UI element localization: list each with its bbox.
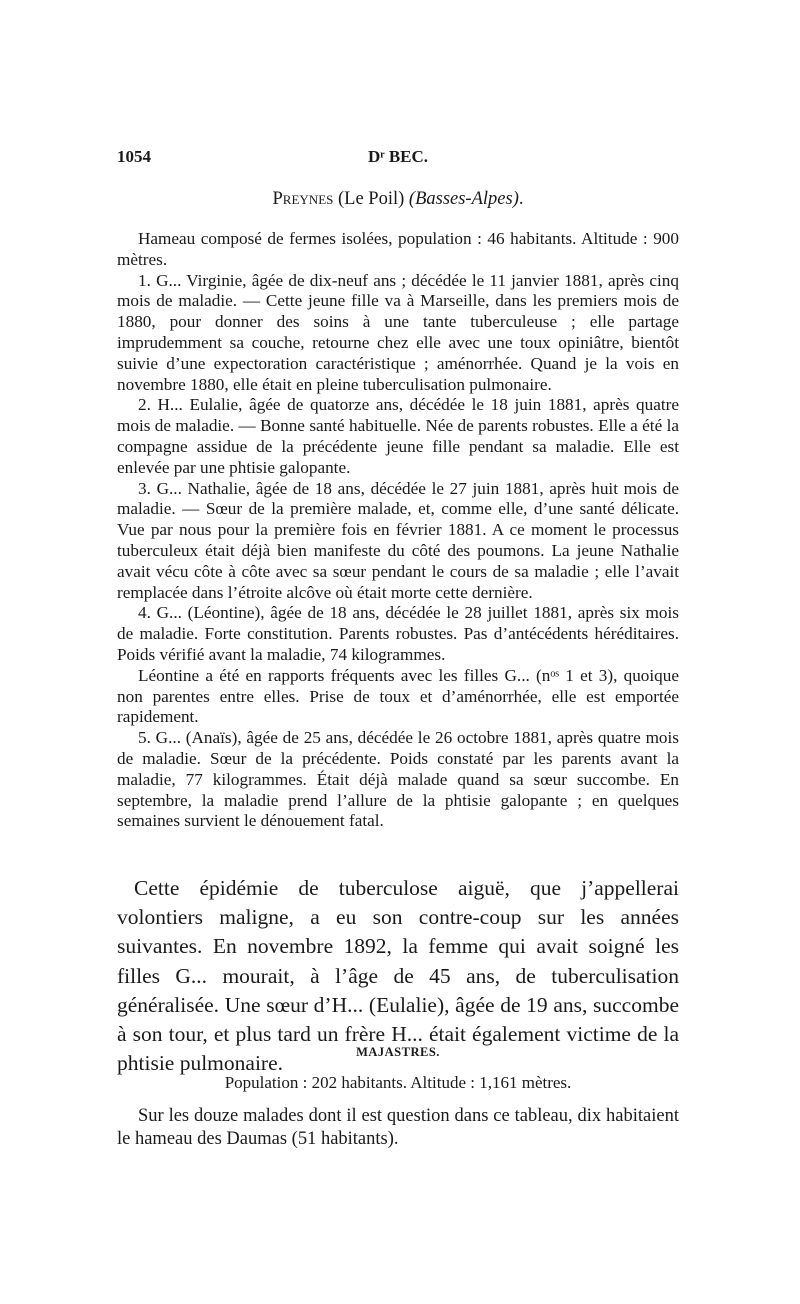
paragraph-note: Léontine a été en rapports fréquents avec les filles G... (nᵒˢ 1 et 3), quoique non parentes entre elles. Prise de toux et d’aménorrhée, elle est emportée rapidement. — [117, 665, 679, 727]
section-title-end: . — [518, 189, 524, 209]
page-number: 1054 — [117, 147, 151, 166]
section-title-place: (Le Poil) — [333, 189, 409, 209]
running-head — [117, 147, 679, 175]
population-line: Population : 202 habitants. Altitude : 1,161 mètres. — [224, 1073, 572, 1092]
section-title-name: Preynes — [272, 189, 334, 209]
section-title — [117, 189, 679, 210]
section-title-region: (Basses-Alpes) — [408, 189, 519, 209]
paragraph-case-4: 4. G... (Léontine), âgée de 18 ans, décédée le 28 juillet 1881, après six mois de maladie. Forte constitution. Parents robustes. Pas d’antécédents héréditaires. Poids vérifié avant la maladie, 74 kilogrammes. — [117, 603, 679, 664]
paragraph-case-1: 1. G... Virginie, âgée de dix-neuf ans ; décédée le 11 janvier 1881, après cinq mois de maladie. — Cette jeune fille va à Marseille, dans les premiers mois de 1880, pour donner des soins à une tante tuberculeuse ; elle partage imprudemment sa couche, retourne chez elle avec une toux opiniâtre, bientôt suivie d’une expectoration caractéristique ; aménorrhée. Quand je la vois en novembre 1880, elle était en pleine tuberculisation pulmonaire. — [117, 270, 679, 394]
paragraph-intro: Hameau composé de fermes isolées, population : 46 habitants. Altitude : 900 mètres. — [117, 229, 679, 269]
paragraph-case-3: 3. G... Nathalie, âgée de 18 ans, décédée le 27 juin 1881, après huit mois de maladie. — Sœur de la première malade, et, comme elle, d’une santé délicate. Vue par nous pour la première fois en février 1881. A ce moment le processus tuberculeux était déjà bien manifeste du côté des poumons. La jeune Nathalie avait vécu côte à côte avec sa sœur pendant le cours de sa maladie ; elle l’avait remplacée dans l’étroite alcôve où était morte cette dernière. — [117, 478, 679, 602]
paragraph-commentary: Cette épidémie de tuberculose aiguë, que j’appellerai volontiers maligne, a eu son contre-coup sur les années suivantes. En novembre 1892, la femme qui avait soigné les filles G... mourait, à l’âge de 45 ans, de tuberculisation généralisée. Une sœur d’H... (Eulalie), âgée de 19 ans, succombe à son tour, et plus tard un frère H... était également victime de la phtisie pulmonaire. — [117, 876, 679, 1076]
subsection-title: MAJASTRES. — [356, 1045, 440, 1059]
final-block — [117, 1105, 679, 1151]
paragraph-case-2: 2. H... Eulalie, âgée de quatorze ans, décédée le 18 juin 1881, après quatre mois de maladie. — Bonne santé habituelle. Née de parents robustes. Elle a été la compagne assidue de la précédente jeune fille pendant sa maladie. Elle est enlevée par une phtisie galopante. — [117, 395, 679, 477]
paragraph-final: Sur les douze malades dont il est question dans ce tableau, dix habitaient le hameau des Daumas (51 habitants). — [117, 1106, 679, 1149]
running-title: Dʳ BEC. — [367, 147, 429, 166]
case-list — [117, 229, 679, 832]
paragraph-case-5: 5. G... (Anaïs), âgée de 25 ans, décédée le 26 octobre 1881, après quatre mois de maladie. Sœur de la précédente. Poids constaté par les parents avant la maladie, 77 kilogrammes. Était déjà malade quand sa sœur succombe. En septembre, la maladie prend l’allure de la phtisie galopante ; en quelques semaines survient le dénouement fatal. — [117, 728, 679, 831]
